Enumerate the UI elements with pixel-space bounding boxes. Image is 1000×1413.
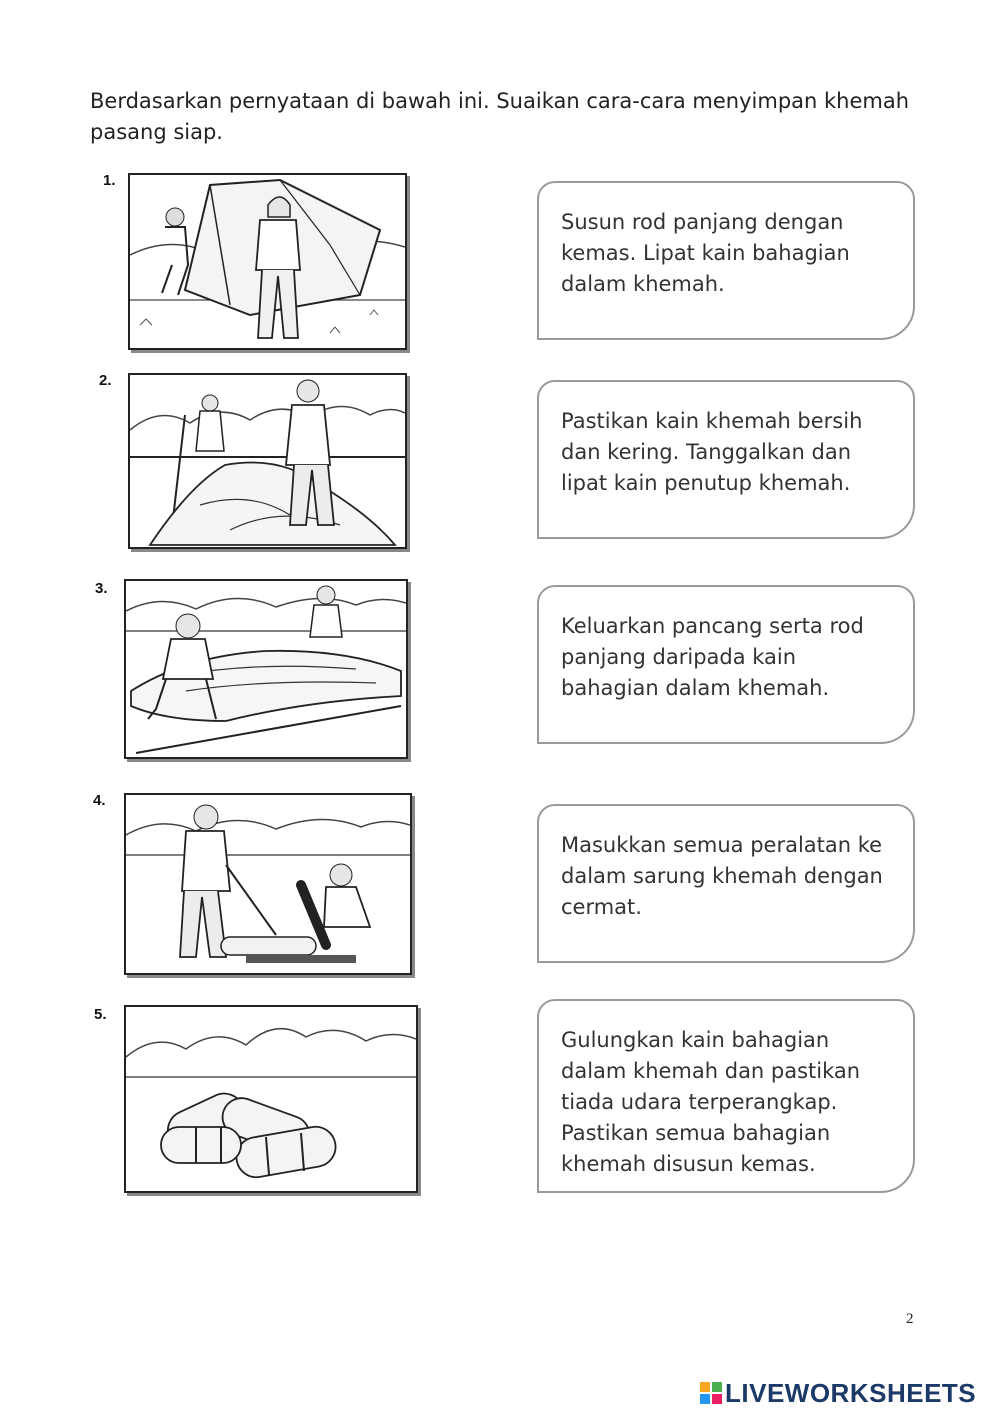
picture-number-4: 4. <box>93 792 106 809</box>
picture-1 <box>128 173 407 350</box>
picture-4 <box>124 793 412 975</box>
statement-card-5[interactable] <box>537 999 915 1193</box>
tent-unfold-illustration <box>130 175 405 348</box>
tent-cover-illustration <box>130 375 405 547</box>
brand-name: LIVEWORKSHEETS <box>725 1377 977 1408</box>
statement-card-1[interactable] <box>537 181 915 340</box>
page-number: 2 <box>906 1311 914 1327</box>
statement-text-5: Gulungkan kain bahagian dalam khemah dan pastikan tiada udara terperangkap. Pastikan semua bahagian khemah disusun kemas. <box>561 1028 861 1176</box>
picture-3 <box>124 579 408 759</box>
statement-card-2[interactable] <box>537 380 915 539</box>
liveworksheets-logo[interactable] <box>700 1378 976 1408</box>
tent-bags-illustration <box>126 1007 416 1191</box>
tent-roll-illustration <box>126 795 410 973</box>
statement-text-4: Masukkan semua peralatan ke dalam sarung khemah dengan cermat. <box>561 833 883 919</box>
picture-number-2: 2. <box>99 372 112 389</box>
statement-card-3[interactable] <box>537 585 915 744</box>
statement-text-1: Susun rod panjang dengan kemas. Lipat kain bahagian dalam khemah. <box>561 210 850 296</box>
picture-number-1: 1. <box>103 172 116 189</box>
picture-number-3: 3. <box>95 580 108 597</box>
tent-fold-illustration <box>126 581 406 757</box>
statement-text-2: Pastikan kain khemah bersih dan kering. Tanggalkan dan lipat kain penutup khemah. <box>561 409 863 495</box>
instruction-text: Berdasarkan pernyataan di bawah ini. Suaikan cara-cara menyimpan khemah pasang siap. <box>90 89 910 144</box>
picture-5 <box>124 1005 418 1193</box>
statement-text-3: Keluarkan pancang serta rod panjang daripada kain bahagian dalam khemah. <box>561 614 864 700</box>
picture-2 <box>128 373 407 549</box>
picture-number-5: 5. <box>94 1006 107 1023</box>
statement-card-4[interactable] <box>537 804 915 963</box>
liveworksheets-icon <box>700 1382 722 1404</box>
